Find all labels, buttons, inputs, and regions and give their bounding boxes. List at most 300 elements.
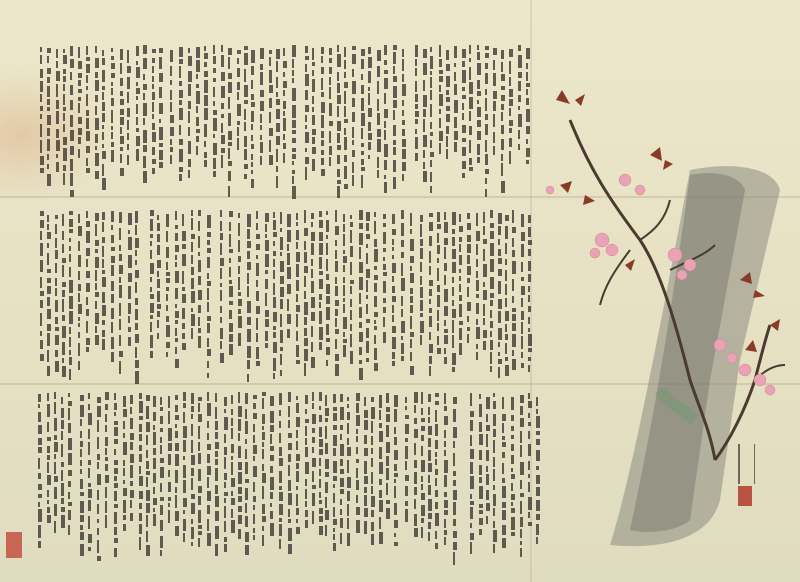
text-glyph — [509, 99, 513, 106]
text-glyph — [511, 415, 514, 421]
text-glyph — [69, 219, 73, 227]
text-glyph — [105, 487, 107, 498]
text-glyph — [393, 66, 395, 74]
text-glyph — [182, 244, 186, 249]
text-glyph — [150, 241, 152, 246]
text-glyph — [38, 525, 41, 538]
text-glyph — [311, 326, 313, 337]
text-glyph — [498, 269, 502, 276]
text-glyph — [207, 232, 211, 237]
text-glyph — [379, 462, 383, 474]
text-glyph — [337, 83, 340, 93]
text-glyph — [526, 98, 529, 105]
text-glyph — [152, 102, 154, 112]
text-glyph — [414, 392, 418, 403]
text-glyph — [146, 471, 150, 475]
text-glyph — [453, 502, 456, 515]
text-glyph — [152, 132, 156, 142]
text-glyph — [437, 233, 439, 243]
text-glyph — [220, 283, 222, 287]
text-glyph — [150, 219, 153, 231]
text-glyph — [80, 544, 84, 556]
text-glyph — [421, 408, 423, 415]
text-glyph — [168, 396, 170, 408]
text-glyph — [337, 145, 341, 150]
text-glyph — [157, 291, 160, 302]
text-glyph — [183, 412, 185, 423]
text-glyph — [152, 123, 155, 130]
text-glyph — [102, 164, 104, 176]
text-glyph — [157, 223, 160, 231]
text-glyph — [453, 441, 455, 448]
text-glyph — [462, 70, 466, 83]
text-glyph — [198, 538, 200, 547]
text-glyph — [175, 405, 178, 412]
text-glyph — [198, 305, 201, 313]
text-glyph — [304, 252, 307, 263]
text-glyph — [160, 520, 163, 531]
text-glyph — [283, 143, 286, 149]
text-glyph — [366, 223, 369, 231]
text-glyph — [170, 50, 173, 62]
text-glyph — [175, 415, 179, 420]
text-glyph — [287, 214, 291, 227]
text-glyph — [374, 221, 376, 234]
text-glyph — [265, 343, 268, 348]
text-glyph — [247, 214, 251, 227]
text-glyph — [283, 81, 287, 88]
text-glyph — [47, 515, 51, 523]
text-glyph — [392, 305, 394, 313]
text-glyph — [312, 485, 316, 489]
text-glyph — [490, 259, 494, 272]
text-glyph — [152, 159, 156, 164]
text-glyph — [296, 486, 298, 490]
text-glyph — [446, 149, 448, 159]
text-glyph — [80, 479, 83, 489]
text-glyph — [402, 100, 404, 106]
text-glyph — [350, 299, 352, 307]
text-glyph — [509, 61, 511, 74]
text-glyph — [247, 374, 249, 382]
text-glyph — [191, 308, 193, 312]
text-glyph — [410, 239, 414, 251]
text-glyph — [247, 251, 250, 259]
text-glyph — [273, 212, 275, 218]
text-glyph — [105, 464, 108, 471]
text-glyph — [423, 162, 425, 169]
text-glyph — [78, 226, 82, 236]
text-glyph — [175, 225, 178, 229]
text-glyph — [498, 359, 502, 364]
text-glyph — [444, 222, 448, 233]
text-glyph — [305, 489, 307, 499]
text-glyph — [326, 235, 328, 239]
text-glyph — [280, 276, 284, 284]
text-glyph — [462, 87, 465, 91]
text-glyph — [479, 504, 483, 508]
text-glyph — [207, 505, 210, 514]
text-glyph — [279, 486, 282, 490]
text-glyph — [68, 393, 70, 397]
text-glyph — [224, 409, 226, 413]
text-glyph — [198, 397, 202, 401]
text-glyph — [220, 353, 224, 363]
text-glyph — [128, 286, 131, 299]
text-glyph — [47, 232, 51, 239]
text-glyph — [40, 168, 44, 173]
text-glyph — [498, 328, 502, 340]
text-glyph — [47, 115, 51, 125]
text-glyph — [130, 490, 134, 498]
text-glyph — [288, 454, 291, 462]
text-glyph — [392, 286, 395, 293]
text-glyph — [47, 500, 49, 504]
text-glyph — [152, 49, 156, 53]
text-glyph — [283, 48, 285, 56]
text-glyph — [221, 155, 223, 168]
text-glyph — [386, 425, 389, 437]
text-glyph — [470, 476, 474, 489]
text-glyph — [105, 501, 107, 513]
text-glyph — [428, 513, 432, 519]
text-glyph — [437, 295, 440, 307]
text-glyph — [288, 392, 291, 402]
text-glyph — [435, 459, 437, 465]
text-glyph — [469, 140, 471, 153]
text-glyph — [321, 150, 324, 155]
text-glyph — [383, 257, 385, 261]
text-glyph — [521, 286, 525, 295]
text-glyph — [111, 110, 113, 123]
text-glyph — [168, 411, 170, 424]
text-glyph — [123, 488, 127, 496]
text-glyph — [69, 254, 71, 262]
text-glyph — [311, 259, 313, 266]
text-glyph — [366, 295, 368, 299]
text-glyph — [333, 484, 335, 488]
text-glyph — [273, 220, 276, 230]
text-glyph — [374, 212, 376, 217]
text-glyph — [114, 421, 118, 425]
text-glyph — [47, 48, 51, 53]
text-glyph — [224, 417, 228, 430]
text-glyph — [352, 127, 354, 138]
text-glyph — [444, 492, 447, 497]
text-glyph — [213, 56, 216, 64]
text-glyph — [139, 454, 142, 462]
text-glyph — [157, 215, 159, 220]
text-glyph — [265, 331, 268, 341]
text-glyph — [262, 449, 264, 459]
text-glyph — [130, 481, 133, 486]
text-glyph — [136, 117, 138, 125]
text-glyph — [405, 438, 408, 442]
text-glyph — [305, 520, 308, 528]
text-glyph — [444, 416, 448, 425]
text-glyph — [379, 431, 383, 442]
text-glyph — [312, 428, 315, 433]
text-glyph — [374, 239, 377, 247]
text-glyph — [183, 392, 186, 401]
text-glyph — [498, 239, 500, 245]
text-glyph — [245, 421, 248, 434]
text-glyph — [198, 510, 201, 523]
text-glyph — [38, 541, 41, 548]
text-glyph — [344, 155, 347, 162]
text-glyph — [343, 265, 345, 272]
text-glyph — [435, 452, 437, 457]
text-glyph — [429, 289, 432, 296]
text-glyph — [68, 453, 72, 465]
text-glyph — [429, 366, 431, 376]
text-glyph — [47, 139, 50, 151]
text-glyph — [80, 460, 82, 466]
text-glyph — [175, 431, 178, 438]
text-glyph — [333, 528, 335, 532]
text-glyph — [371, 458, 373, 467]
text-glyph — [56, 49, 58, 58]
text-glyph — [366, 304, 368, 314]
text-glyph — [61, 444, 63, 457]
text-glyph — [175, 347, 177, 354]
text-glyph — [247, 301, 251, 313]
text-glyph — [86, 57, 90, 61]
text-glyph — [326, 220, 329, 232]
text-glyph — [439, 118, 441, 128]
text-glyph — [386, 414, 390, 422]
text-glyph — [146, 406, 149, 419]
text-glyph — [359, 293, 361, 304]
text-glyph — [61, 462, 64, 467]
text-glyph — [329, 87, 331, 99]
text-glyph — [444, 441, 446, 447]
text-glyph — [333, 493, 335, 503]
text-glyph — [452, 229, 455, 234]
text-glyph — [490, 210, 493, 218]
text-glyph — [95, 80, 99, 91]
text-glyph — [229, 280, 232, 284]
text-glyph — [179, 47, 183, 57]
text-glyph — [444, 357, 447, 364]
text-glyph — [352, 175, 354, 186]
text-glyph — [305, 125, 307, 129]
text-glyph — [429, 266, 431, 275]
text-glyph — [384, 130, 386, 140]
text-glyph — [229, 222, 231, 231]
text-glyph — [182, 214, 184, 226]
text-glyph — [383, 317, 385, 327]
text-glyph — [159, 73, 163, 82]
text-glyph — [528, 317, 530, 324]
text-glyph — [170, 66, 172, 76]
text-glyph — [283, 153, 285, 163]
text-glyph — [135, 225, 137, 235]
text-glyph — [292, 88, 296, 101]
text-glyph — [78, 61, 82, 69]
text-glyph — [361, 151, 364, 155]
text-glyph — [265, 213, 269, 222]
text-glyph — [335, 210, 337, 222]
text-glyph — [392, 239, 394, 245]
text-glyph — [207, 361, 209, 368]
text-glyph — [105, 448, 107, 455]
text-glyph — [483, 239, 487, 244]
text-glyph — [80, 469, 82, 474]
text-glyph — [467, 334, 469, 343]
text-glyph — [521, 262, 523, 272]
text-glyph — [215, 485, 218, 494]
text-glyph — [40, 140, 42, 153]
text-glyph — [213, 110, 217, 115]
text-glyph — [485, 53, 489, 58]
text-glyph — [502, 414, 506, 421]
text-glyph — [401, 210, 404, 219]
text-glyph — [95, 146, 97, 150]
text-glyph — [364, 435, 367, 444]
text-glyph — [493, 521, 495, 528]
text-glyph — [477, 91, 481, 96]
text-glyph — [453, 471, 456, 476]
text-glyph — [414, 487, 417, 495]
text-glyph — [159, 103, 163, 114]
text-glyph — [229, 267, 231, 277]
text-glyph — [62, 231, 64, 240]
text-glyph — [384, 93, 386, 104]
text-glyph — [280, 354, 282, 365]
text-glyph — [505, 226, 508, 239]
text-glyph — [237, 121, 240, 125]
text-glyph — [47, 77, 50, 83]
text-glyph — [490, 321, 493, 328]
text-glyph — [63, 84, 65, 91]
text-glyph — [296, 331, 298, 341]
text-glyph — [54, 487, 57, 499]
text-glyph — [55, 278, 57, 286]
text-glyph — [444, 289, 448, 302]
text-glyph — [505, 343, 507, 354]
text-glyph — [276, 109, 280, 119]
text-glyph — [470, 393, 472, 406]
text-glyph — [276, 92, 278, 97]
text-glyph — [168, 503, 170, 507]
text-glyph — [486, 474, 489, 485]
text-glyph — [512, 323, 516, 331]
text-glyph — [78, 343, 80, 356]
text-glyph — [220, 243, 222, 255]
text-glyph — [56, 71, 60, 81]
text-glyph — [204, 62, 207, 67]
text-glyph — [520, 445, 522, 457]
text-glyph — [179, 167, 183, 172]
text-glyph — [414, 514, 417, 526]
text-glyph — [501, 50, 504, 59]
text-glyph — [350, 351, 353, 364]
text-glyph — [70, 72, 72, 80]
text-glyph — [260, 156, 262, 165]
text-glyph — [40, 231, 42, 240]
text-glyph — [130, 418, 133, 429]
text-glyph — [40, 124, 42, 137]
text-glyph — [88, 483, 91, 487]
text-glyph — [136, 96, 138, 100]
text-glyph — [123, 480, 125, 484]
text-glyph — [394, 450, 398, 460]
text-glyph — [47, 154, 49, 160]
text-glyph — [502, 502, 506, 508]
text-glyph — [114, 393, 116, 400]
text-glyph — [204, 95, 208, 106]
text-glyph — [512, 261, 516, 274]
text-glyph — [251, 154, 253, 160]
text-glyph — [283, 72, 285, 77]
text-glyph — [462, 125, 466, 133]
text-glyph — [288, 480, 291, 491]
text-glyph — [207, 273, 209, 279]
text-glyph — [483, 290, 487, 300]
text-glyph — [439, 76, 443, 82]
text-glyph — [188, 141, 191, 154]
text-glyph — [157, 311, 160, 317]
text-glyph — [470, 420, 473, 431]
text-glyph — [238, 462, 242, 470]
text-glyph — [191, 210, 193, 216]
text-glyph — [359, 223, 363, 229]
text-glyph — [374, 283, 377, 292]
text-glyph — [143, 45, 147, 54]
text-glyph — [63, 94, 65, 105]
text-glyph — [183, 426, 187, 438]
text-glyph — [265, 319, 269, 327]
text-glyph — [337, 72, 339, 81]
text-glyph — [135, 282, 137, 293]
text-glyph — [119, 265, 123, 274]
text-glyph — [120, 109, 124, 115]
text-glyph — [47, 490, 49, 497]
text-glyph — [182, 323, 185, 329]
text-glyph — [69, 296, 73, 309]
text-glyph — [265, 254, 269, 267]
text-glyph — [444, 335, 448, 344]
text-glyph — [70, 130, 74, 141]
text-glyph — [63, 69, 66, 74]
text-glyph — [160, 536, 163, 548]
text-glyph — [150, 250, 152, 259]
text-glyph — [319, 415, 322, 422]
text-glyph — [114, 483, 118, 488]
text-glyph — [512, 350, 514, 356]
text-glyph — [439, 70, 443, 74]
text-glyph — [344, 119, 348, 123]
text-glyph — [139, 416, 143, 420]
text-glyph — [439, 59, 442, 67]
text-glyph — [265, 234, 267, 238]
text-glyph — [402, 174, 404, 181]
text-glyph — [247, 262, 251, 270]
text-glyph — [262, 426, 264, 430]
text-glyph — [292, 78, 294, 83]
text-glyph — [319, 279, 323, 289]
text-glyph — [111, 352, 114, 362]
text-glyph — [114, 512, 117, 524]
text-glyph — [364, 476, 368, 484]
text-glyph — [102, 305, 106, 316]
text-glyph — [383, 298, 386, 303]
text-glyph — [86, 248, 90, 256]
text-glyph — [477, 120, 481, 127]
text-glyph — [231, 418, 233, 426]
text-glyph — [292, 170, 295, 174]
